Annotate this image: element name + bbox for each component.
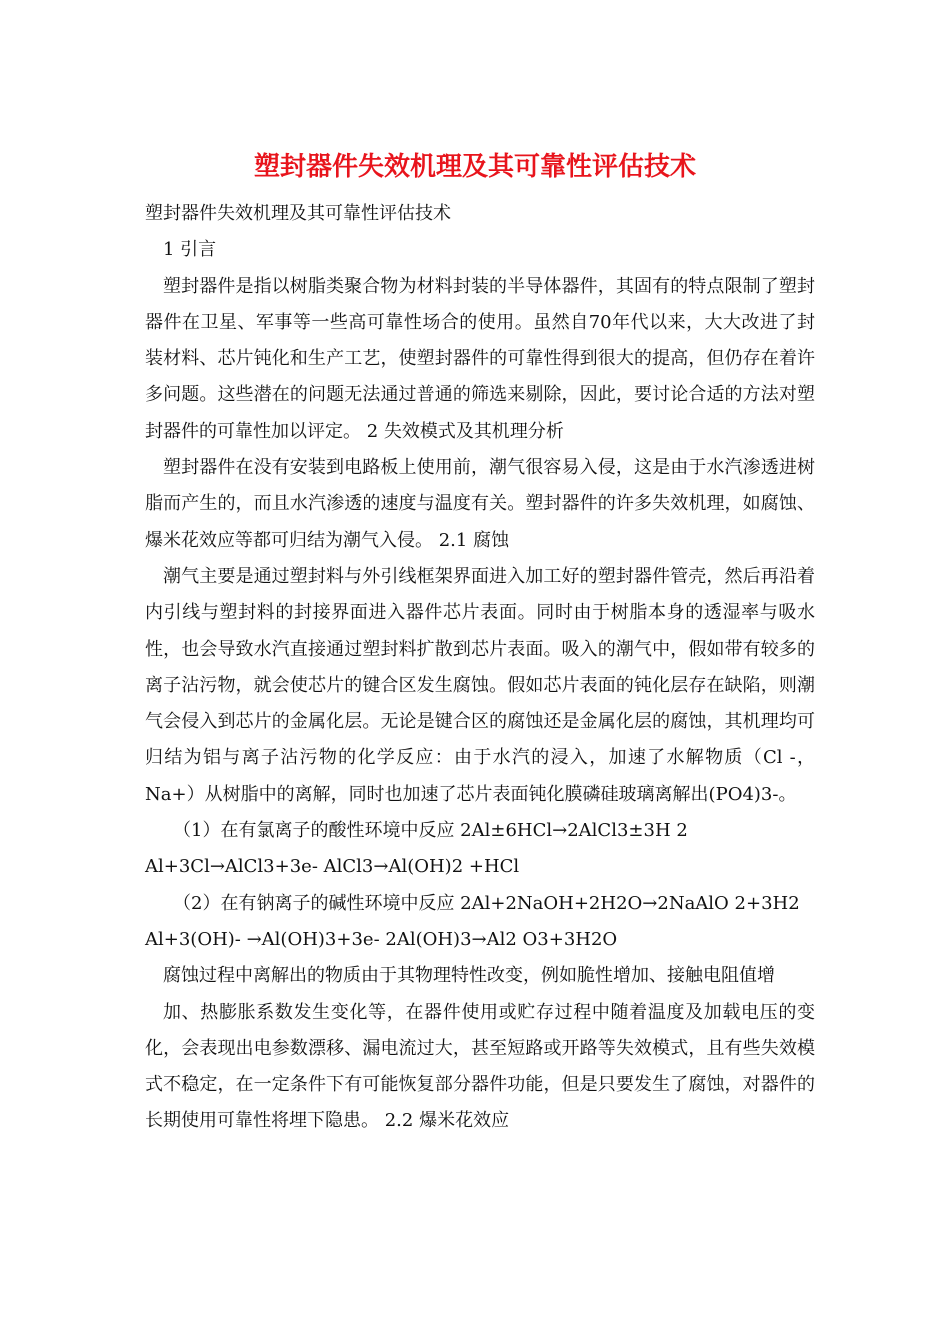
reaction-acidic-heading: （1）在有氯离子的酸性环境中反应 2Al±6HCl→2AlCl3±3H 2 — [173, 820, 688, 842]
paragraph-introduction: 塑封器件是指以树脂类聚合物为材料封装的半导体器件，其固有的特点限制了塑封器件在卫星、军事等一些高可靠性场合的使用。虽然自70年代以来，大大改进了封装材料、芯片钝化和生产工艺，使塑封器件的可靠性得到很大的提高，但仍存在着许多问题。这些潜在的问题无法通过普通的筛选来剔除，因此，要讨论合适的方法对塑封器件的可靠性加以评定。 2 失效模式及其机理分析 — [145, 275, 815, 442]
paragraph-corrosion: 潮气主要是通过塑封料与外引线框架界面进入加工好的塑封器件管壳，然后再沿着内引线与塑封料的封接界面进入器件芯片表面。同时由于树脂本身的透湿率与吸水性，也会导致水汽直接通过塑封料扩散到芯片表面。吸入的潮气中，假如带有较多的离子沾污物，就会使芯片的键合区发生腐蚀。假如芯片表面的钝化层存在缺陷，则潮气会侵入到芯片的金属化层。无论是键合区的腐蚀还是金属化层的腐蚀，其机理均可归结为铝与离子沾污物的化学反应：由于水汽的浸入，加速了水解物质（Cl -，Na+）从树脂中的离解，同时也加速了芯片表面钝化膜磷硅玻璃离解出(PO4)3-。 — [145, 565, 815, 805]
section-heading-introduction: 1 引言 — [163, 239, 217, 261]
reaction-acidic-equation: Al+3Cl→AlCl3+3e- AlCl3→Al(OH)2 +HCl — [145, 856, 520, 878]
paragraph-moisture: 塑封器件在没有安装到电路板上使用前，潮气很容易入侵，这是由于水汽渗透进树脂而产生的，而且水汽渗透的速度与温度有关。塑封器件的许多失效机理，如腐蚀、爆米花效应等都可归结为潮气入侵。 2.1 腐蚀 — [145, 457, 815, 551]
document-body — [145, 196, 815, 1140]
document-title: 塑封器件失效机理及其可靠性评估技术 — [253, 152, 696, 182]
subtitle-paragraph: 塑封器件失效机理及其可靠性评估技术 — [145, 203, 451, 224]
reaction-alkaline-equation: Al+3(OH)- →Al(OH)3+3e- 2Al(OH)3→Al2 O3+3H2O — [145, 928, 618, 950]
paragraph-failure-modes: 加、热膨胀系数发生变化等，在器件使用或贮存过程中随着温度及加载电压的变化，会表现出电参数漂移、漏电流过大，甚至短路或开路等失效模式，且有些失效模式不稳定，在一定条件下有可能恢复部分器件功能，但是只要发生了腐蚀，对器件的长期使用可靠性将埋下隐患。 2.2 爆米花效应 — [145, 1001, 815, 1132]
reaction-alkaline-heading: （2）在有钠离子的碱性环境中反应 2Al+2NaOH+2H2O→2NaAlO 2+3H2 — [173, 892, 800, 914]
paragraph-corrosion-effects: 腐蚀过程中离解出的物质由于其物理特性改变，例如脆性增加、接触电阻值增 — [163, 965, 775, 987]
